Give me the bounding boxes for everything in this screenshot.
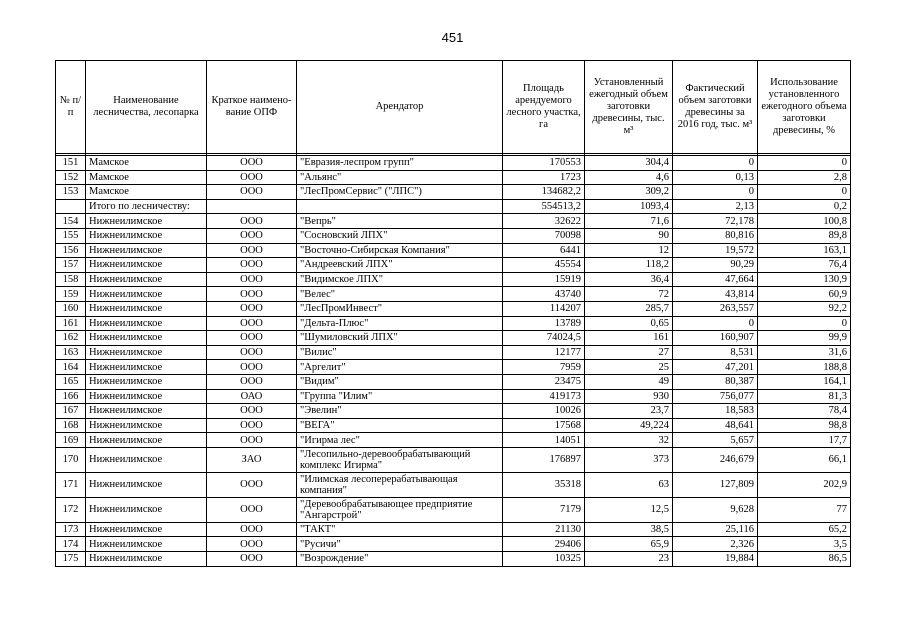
row-forestry: Нижнеилимское	[86, 228, 207, 243]
table-row	[56, 360, 851, 375]
table-row	[56, 472, 851, 497]
row-actual: 25,116	[673, 522, 758, 537]
row-established: 161	[585, 331, 673, 346]
row-num: 162	[56, 331, 86, 346]
table-row	[56, 185, 851, 200]
row-actual: 9,628	[673, 497, 758, 522]
header-forestry: Наименование лесничества, лесопарка	[86, 61, 207, 154]
row-forestry: Нижнеилимское	[86, 433, 207, 448]
row-opf	[207, 199, 297, 214]
row-num: 153	[56, 185, 86, 200]
row-forestry: Нижнеилимское	[86, 552, 207, 567]
row-opf: ООО	[207, 497, 297, 522]
row-usage: 164,1	[758, 374, 851, 389]
row-established: 285,7	[585, 301, 673, 316]
row-forestry: Нижнеилимское	[86, 360, 207, 375]
row-num: 159	[56, 287, 86, 302]
row-num: 175	[56, 552, 86, 567]
row-area: 7179	[503, 497, 585, 522]
row-tenant: "Альянс"	[297, 170, 503, 185]
row-forestry: Нижнеилимское	[86, 374, 207, 389]
header-tenant: Арендатор	[297, 61, 503, 154]
row-tenant: "Восточно-Сибирская Компания"	[297, 243, 503, 258]
row-opf: ЗАО	[207, 447, 297, 472]
row-num	[56, 199, 86, 214]
row-tenant: "Дельта-Плюс"	[297, 316, 503, 331]
row-usage: 2,8	[758, 170, 851, 185]
row-actual: 48,641	[673, 418, 758, 433]
row-area: 1723	[503, 170, 585, 185]
header-established-volume: Установленный ежегодный объем заготовки древесины, тыс. м³	[585, 61, 673, 154]
header-actual-volume: Фактический объем заготовки древесины за 2016 год, тыс. м³	[673, 61, 758, 154]
row-forestry: Нижнеилимское	[86, 287, 207, 302]
row-opf: ООО	[207, 374, 297, 389]
row-established: 32	[585, 433, 673, 448]
row-area: 13789	[503, 316, 585, 331]
row-established: 49,224	[585, 418, 673, 433]
row-forestry: Нижнеилимское	[86, 404, 207, 419]
row-num: 157	[56, 258, 86, 273]
table-body	[56, 156, 851, 567]
row-opf: ООО	[207, 272, 297, 287]
row-num: 156	[56, 243, 86, 258]
row-actual: 0	[673, 156, 758, 171]
row-tenant: "Андреевский ЛПХ"	[297, 258, 503, 273]
table-row	[56, 404, 851, 419]
row-area: 45554	[503, 258, 585, 273]
row-usage: 130,9	[758, 272, 851, 287]
table-row	[56, 272, 851, 287]
row-num: 158	[56, 272, 86, 287]
table-row	[56, 228, 851, 243]
row-usage: 0	[758, 185, 851, 200]
row-usage: 188,8	[758, 360, 851, 375]
row-area: 170553	[503, 156, 585, 171]
row-tenant: "Группа "Илим"	[297, 389, 503, 404]
row-opf: ООО	[207, 156, 297, 171]
row-area: 6441	[503, 243, 585, 258]
row-actual: 72,178	[673, 214, 758, 229]
row-num: 166	[56, 389, 86, 404]
row-area: 419173	[503, 389, 585, 404]
row-forestry: Нижнеилимское	[86, 331, 207, 346]
row-opf: ООО	[207, 258, 297, 273]
row-opf: ООО	[207, 522, 297, 537]
table-row	[56, 345, 851, 360]
row-num: 169	[56, 433, 86, 448]
row-forestry: Нижнеилимское	[86, 472, 207, 497]
row-opf: ООО	[207, 418, 297, 433]
row-actual: 80,387	[673, 374, 758, 389]
row-opf: ООО	[207, 316, 297, 331]
row-opf: ООО	[207, 552, 297, 567]
row-actual: 90,29	[673, 258, 758, 273]
table-row	[56, 374, 851, 389]
table-header-row	[56, 61, 851, 154]
row-established: 309,2	[585, 185, 673, 200]
row-established: 65,9	[585, 537, 673, 552]
table-row	[56, 199, 851, 214]
row-num: 165	[56, 374, 86, 389]
row-tenant	[297, 199, 503, 214]
row-established: 36,4	[585, 272, 673, 287]
row-forestry: Нижнеилимское	[86, 389, 207, 404]
row-actual: 47,201	[673, 360, 758, 375]
row-established: 63	[585, 472, 673, 497]
row-num: 173	[56, 522, 86, 537]
table-row	[56, 537, 851, 552]
header-num: № п/п	[56, 61, 86, 154]
row-area: 134682,2	[503, 185, 585, 200]
row-area: 15919	[503, 272, 585, 287]
row-usage: 92,2	[758, 301, 851, 316]
row-num: 168	[56, 418, 86, 433]
row-usage: 17,7	[758, 433, 851, 448]
row-established: 12,5	[585, 497, 673, 522]
row-forestry: Нижнеилимское	[86, 522, 207, 537]
table-row	[56, 287, 851, 302]
row-forestry: Нижнеилимское	[86, 316, 207, 331]
row-usage: 76,4	[758, 258, 851, 273]
row-usage: 81,3	[758, 389, 851, 404]
row-num: 167	[56, 404, 86, 419]
row-usage: 0,2	[758, 199, 851, 214]
row-established: 4,6	[585, 170, 673, 185]
row-actual: 80,816	[673, 228, 758, 243]
row-established: 0,65	[585, 316, 673, 331]
row-opf: ООО	[207, 287, 297, 302]
row-actual: 246,679	[673, 447, 758, 472]
table-row	[56, 418, 851, 433]
row-forestry: Нижнеилимское	[86, 258, 207, 273]
row-established: 25	[585, 360, 673, 375]
row-actual: 47,664	[673, 272, 758, 287]
table-row	[56, 316, 851, 331]
row-usage: 202,9	[758, 472, 851, 497]
row-established: 12	[585, 243, 673, 258]
table-row	[56, 331, 851, 346]
row-established: 71,6	[585, 214, 673, 229]
table-row	[56, 522, 851, 537]
row-area: 176897	[503, 447, 585, 472]
row-forestry: Нижнеилимское	[86, 272, 207, 287]
row-usage: 0	[758, 156, 851, 171]
row-established: 90	[585, 228, 673, 243]
row-established: 38,5	[585, 522, 673, 537]
row-actual: 263,557	[673, 301, 758, 316]
header-area: Площадь арендуемого лесного участка, га	[503, 61, 585, 154]
row-opf: ООО	[207, 243, 297, 258]
row-tenant: "Возрождение"	[297, 552, 503, 567]
row-forestry: Нижнеилимское	[86, 447, 207, 472]
row-established: 23,7	[585, 404, 673, 419]
row-actual: 0,13	[673, 170, 758, 185]
row-tenant: "Деревообрабатывающее предприятие "Ангарстрой"	[297, 497, 503, 522]
row-opf: ООО	[207, 214, 297, 229]
row-num: 155	[56, 228, 86, 243]
row-usage: 0	[758, 316, 851, 331]
row-opf: ООО	[207, 301, 297, 316]
row-area: 74024,5	[503, 331, 585, 346]
row-actual: 127,809	[673, 472, 758, 497]
row-num: 151	[56, 156, 86, 171]
row-tenant: "Велес"	[297, 287, 503, 302]
table-row	[56, 447, 851, 472]
row-actual: 2,326	[673, 537, 758, 552]
row-forestry: Нижнеилимское	[86, 243, 207, 258]
table-row	[56, 214, 851, 229]
table-row	[56, 552, 851, 567]
row-tenant: "Евразия-леспром групп"	[297, 156, 503, 171]
row-established: 23	[585, 552, 673, 567]
row-opf: ООО	[207, 404, 297, 419]
row-tenant: "ЛесПромИнвест"	[297, 301, 503, 316]
row-usage: 77	[758, 497, 851, 522]
row-actual: 8,531	[673, 345, 758, 360]
row-usage: 163,1	[758, 243, 851, 258]
row-forestry: Нижнеилимское	[86, 214, 207, 229]
row-forestry: Нижнеилимское	[86, 497, 207, 522]
page-number: 451	[441, 30, 464, 45]
row-tenant: "Аргелит"	[297, 360, 503, 375]
table-row	[56, 243, 851, 258]
row-actual: 0	[673, 185, 758, 200]
row-area: 35318	[503, 472, 585, 497]
row-num: 164	[56, 360, 86, 375]
row-established: 373	[585, 447, 673, 472]
row-forestry: Нижнеилимское	[86, 418, 207, 433]
row-tenant: "Сосновский ЛПХ"	[297, 228, 503, 243]
row-area: 14051	[503, 433, 585, 448]
row-opf: ООО	[207, 433, 297, 448]
row-num: 154	[56, 214, 86, 229]
row-num: 160	[56, 301, 86, 316]
table-row	[56, 301, 851, 316]
table-row	[56, 156, 851, 171]
row-tenant: "ТАКТ"	[297, 522, 503, 537]
row-tenant: "Русичи"	[297, 537, 503, 552]
row-tenant: "ВЕГА"	[297, 418, 503, 433]
row-forestry: Нижнеилимское	[86, 537, 207, 552]
row-usage: 78,4	[758, 404, 851, 419]
row-forestry: Нижнеилимское	[86, 345, 207, 360]
row-established: 72	[585, 287, 673, 302]
row-num: 152	[56, 170, 86, 185]
row-actual: 19,572	[673, 243, 758, 258]
row-opf: ООО	[207, 360, 297, 375]
row-area: 32622	[503, 214, 585, 229]
row-opf: ООО	[207, 472, 297, 497]
row-actual: 43,814	[673, 287, 758, 302]
row-area: 10325	[503, 552, 585, 567]
row-forestry: Нижнеилимское	[86, 301, 207, 316]
row-usage: 89,8	[758, 228, 851, 243]
table-row	[56, 497, 851, 522]
row-established: 27	[585, 345, 673, 360]
row-area: 70098	[503, 228, 585, 243]
row-area: 554513,2	[503, 199, 585, 214]
forest-lease-table	[55, 60, 851, 567]
row-area: 10026	[503, 404, 585, 419]
row-tenant: "Игирма лес"	[297, 433, 503, 448]
row-opf: ООО	[207, 345, 297, 360]
table-row	[56, 170, 851, 185]
row-actual: 160,907	[673, 331, 758, 346]
row-tenant: "Видим"	[297, 374, 503, 389]
row-actual: 18,583	[673, 404, 758, 419]
row-forestry: Итого по лесничеству:	[86, 199, 207, 214]
row-num: 161	[56, 316, 86, 331]
row-opf: ОАО	[207, 389, 297, 404]
row-actual: 2,13	[673, 199, 758, 214]
header-usage-percent: Использование установленного ежегодного объема заготовки древесины, %	[758, 61, 851, 154]
row-established: 49	[585, 374, 673, 389]
row-forestry: Мамское	[86, 185, 207, 200]
row-usage: 3,5	[758, 537, 851, 552]
header-opf: Краткое наимено-вание ОПФ	[207, 61, 297, 154]
row-actual: 0	[673, 316, 758, 331]
row-tenant: "Видимское ЛПХ"	[297, 272, 503, 287]
row-usage: 98,8	[758, 418, 851, 433]
row-actual: 756,077	[673, 389, 758, 404]
row-num: 163	[56, 345, 86, 360]
row-num: 174	[56, 537, 86, 552]
table-row	[56, 258, 851, 273]
row-forestry: Мамское	[86, 156, 207, 171]
row-usage: 86,5	[758, 552, 851, 567]
row-num: 172	[56, 497, 86, 522]
row-area: 29406	[503, 537, 585, 552]
row-tenant: "Вепрь"	[297, 214, 503, 229]
row-usage: 100,8	[758, 214, 851, 229]
row-opf: ООО	[207, 185, 297, 200]
row-area: 7959	[503, 360, 585, 375]
row-opf: ООО	[207, 170, 297, 185]
row-area: 114207	[503, 301, 585, 316]
row-opf: ООО	[207, 331, 297, 346]
row-area: 43740	[503, 287, 585, 302]
row-tenant: "Эвелин"	[297, 404, 503, 419]
row-tenant: "Лесопильно-деревообрабатывающий комплекс Игирма"	[297, 447, 503, 472]
row-area: 12177	[503, 345, 585, 360]
row-usage: 65,2	[758, 522, 851, 537]
row-established: 1093,4	[585, 199, 673, 214]
row-actual: 5,657	[673, 433, 758, 448]
row-area: 17568	[503, 418, 585, 433]
row-tenant: "Шумиловский ЛПХ"	[297, 331, 503, 346]
row-area: 23475	[503, 374, 585, 389]
row-usage: 31,6	[758, 345, 851, 360]
row-opf: ООО	[207, 537, 297, 552]
row-tenant: "ЛесПромСервис" ("ЛПС")	[297, 185, 503, 200]
row-tenant: "Вилис"	[297, 345, 503, 360]
row-tenant: "Илимская лесоперерабатывающая компания"	[297, 472, 503, 497]
table-row	[56, 389, 851, 404]
row-usage: 66,1	[758, 447, 851, 472]
row-established: 930	[585, 389, 673, 404]
row-area: 21130	[503, 522, 585, 537]
table-row	[56, 433, 851, 448]
row-established: 118,2	[585, 258, 673, 273]
row-num: 170	[56, 447, 86, 472]
row-usage: 99,9	[758, 331, 851, 346]
row-opf: ООО	[207, 228, 297, 243]
row-established: 304,4	[585, 156, 673, 171]
row-usage: 60,9	[758, 287, 851, 302]
row-forestry: Мамское	[86, 170, 207, 185]
row-num: 171	[56, 472, 86, 497]
row-actual: 19,884	[673, 552, 758, 567]
